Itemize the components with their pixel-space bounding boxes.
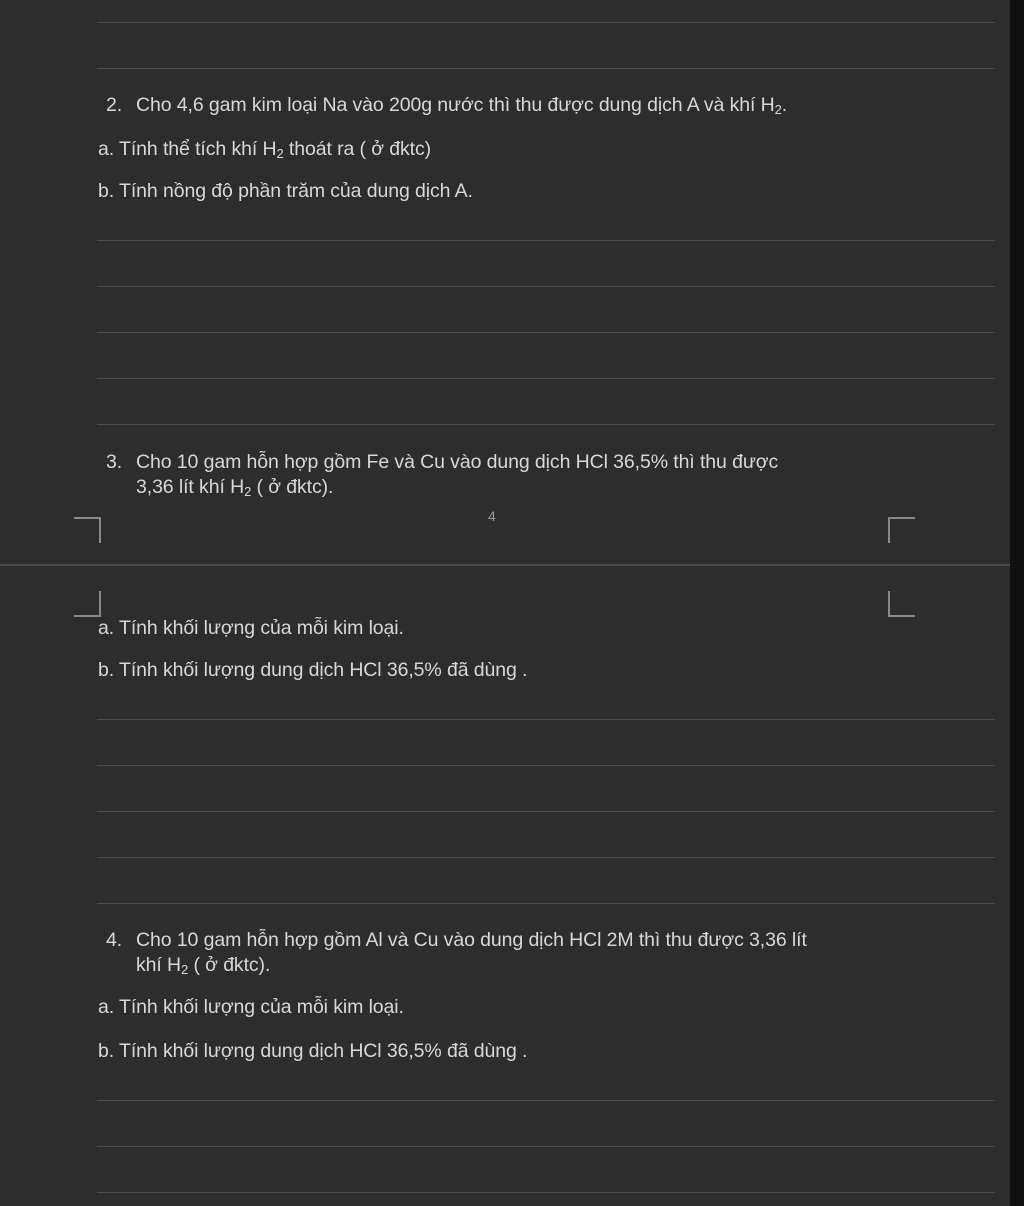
answer-line <box>97 765 995 766</box>
question-4a: a. Tính khối lượng của mỗi kim loại. <box>98 996 404 1018</box>
page-4 <box>0 0 1010 565</box>
answer-line <box>97 240 995 241</box>
answer-line <box>97 286 995 287</box>
question-2-text: 2. Cho 4,6 gam kim loại Na vào 200g nước thì thu được dung dịch A và khí $H_2$. <box>106 94 788 117</box>
page-number: 4 <box>488 508 496 524</box>
page-5 <box>0 566 1010 1206</box>
crop-mark-bottom-right <box>888 591 915 617</box>
question-3a: a. Tính khối lượng của mỗi kim loại. <box>98 617 404 639</box>
answer-line <box>97 1192 995 1193</box>
question-4b: b. Tính khối lượng dung dịch HCl 36,5% đã dùng . <box>98 1040 528 1062</box>
answer-line <box>97 857 995 858</box>
answer-line <box>97 1100 995 1101</box>
question-3b: b. Tính khối lượng dung dịch HCl 36,5% đã dùng . <box>98 659 528 681</box>
question-3-text: 3. Cho 10 gam hỗn hợp gồm Fe và Cu vào dung dịch HCl 36,5% thì thu được 3,36 lít khí $H_2$ ( ở đktc). <box>106 451 779 499</box>
crop-mark-top-right <box>888 517 915 543</box>
answer-line <box>97 424 995 425</box>
answer-line <box>97 22 995 23</box>
question-4-text: 4. Cho 10 gam hỗn hợp gồm Al và Cu vào dung dịch HCl 2M thì thu được 3,36 lít khí $H_2$ ( ở đktc). <box>106 929 807 977</box>
crop-mark-bottom-left <box>74 591 101 617</box>
answer-line <box>97 378 995 379</box>
question-2b: b. Tính nồng độ phần trăm của dung dịch A. <box>98 180 473 202</box>
crop-mark-top-left <box>74 517 101 543</box>
answer-line <box>97 903 995 904</box>
question-2a: a. Tính thể tích khí $H_2$ thoát ra ( ở đktc) <box>98 138 432 161</box>
answer-line <box>97 332 995 333</box>
window-edge <box>1010 0 1024 1206</box>
answer-line <box>97 719 995 720</box>
answer-line <box>97 68 995 69</box>
answer-line <box>97 1146 995 1147</box>
answer-line <box>97 811 995 812</box>
